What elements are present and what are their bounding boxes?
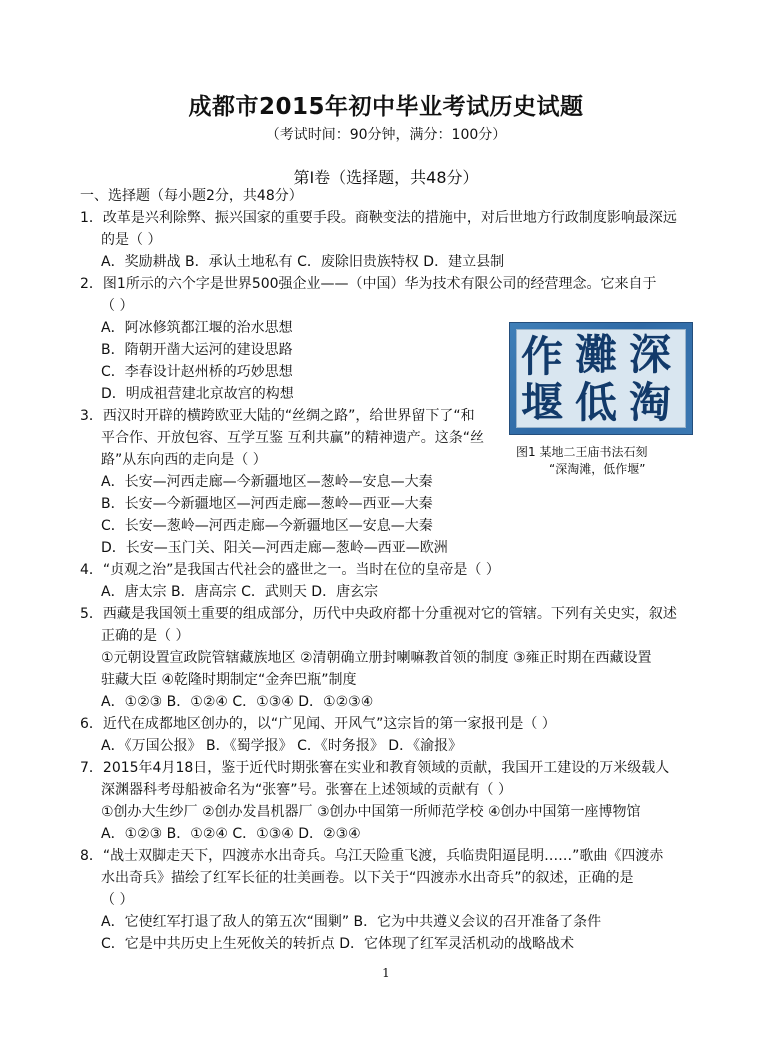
question-2-option-b: B．隋朝开凿大运河的建设思路 <box>101 342 293 358</box>
carving-glyph: 深 <box>629 330 672 379</box>
question-3-stem: 3．西汉时开辟的横跨欧亚大陆的“丝绸之路”，给世界留下了“和 <box>80 408 475 424</box>
figure-1-caption-quote: “深淘滩，低作堰” <box>549 462 646 476</box>
carving-glyph: 灘 <box>575 330 618 379</box>
question-4-stem: 4．“贞观之治”是我国古代社会的盛世之一。当时在位的皇帝是（ ） <box>80 562 500 578</box>
question-8-options-cd: C．它是中共历史上生死攸关的转折点 D．它体现了红军灵活机动的战略战术 <box>101 936 575 952</box>
question-7-stem-cont: 深渊器科考母船被命名为“张謇”号。张謇在上述领域的贡献有（ ） <box>101 782 512 798</box>
page-number: 1 <box>382 966 390 980</box>
question-8-stem: 8．“战士双脚走天下，四渡赤水出奇兵。乌江天险重飞渡，兵临贵阳逼昆明……”歌曲《四渡赤 <box>80 848 664 864</box>
carving-glyph: 堰 <box>521 378 564 427</box>
carving-glyph: 低 <box>575 378 618 427</box>
page-title: 成都市2015年初中毕业考试历史试题 <box>188 94 584 120</box>
exam-info: （考试时间：90分钟，满分：100分） <box>265 127 507 143</box>
question-5-stem: 5．西藏是我国领土重要的组成部分，历代中央政府都十分重视对它的管辖。下列有关史实，叙述 <box>80 606 677 622</box>
question-1-stem-cont: 的是（ ） <box>101 232 162 248</box>
question-3-option-c: C．长安—葱岭—河西走廊—今新疆地区—安息—大秦 <box>101 518 433 534</box>
part-heading: 一、选择题（每小题2分，共48分） <box>80 188 303 204</box>
carving-glyph: 作 <box>521 332 564 381</box>
figure-1-caption: 图1 某地二王庙书法石刻 <box>516 445 648 459</box>
question-3-stem-cont: 平合作、开放包容、互学互鉴 互利共赢”的精神遗产。这条“丝 <box>101 430 484 446</box>
section-heading: 第Ⅰ卷（选择题，共48分） <box>293 168 479 187</box>
question-5-statements: ①元朝设置宣政院管辖藏族地区 ②清朝确立册封喇嘛教首领的制度 ③雍正时期在西藏设置 <box>101 650 652 666</box>
question-8-stem-cont: 水出奇兵》描绘了红军长征的壮美画卷。以下关于“四渡赤水出奇兵”的叙述，正确的是 <box>101 870 634 886</box>
question-7-stem: 7．2015年4月18日，鉴于近代时期张謇在实业和教育领域的贡献，我国开工建设的万米级载人 <box>80 760 670 776</box>
question-1-options: A．奖励耕战 B．承认土地私有 C．废除旧贵族特权 D．建立县制 <box>101 254 505 270</box>
question-5-stem-cont: 正确的是（ ） <box>101 628 190 644</box>
carving-panel <box>516 329 686 428</box>
question-4-options: A．唐太宗 B．唐高宗 C．武则天 D．唐玄宗 <box>101 584 379 600</box>
question-3-option-b: B．长安—今新疆地区—河西走廊—葱岭—西亚—大秦 <box>101 496 433 512</box>
question-1-stem: 1．改革是兴利除弊、振兴国家的重要手段。商鞅变法的措施中，对后世地方行政制度影响最深远 <box>80 210 677 226</box>
question-5-statements-cont: 驻藏大臣 ④乾隆时期制定“金奔巴瓶”制度 <box>101 672 357 688</box>
question-8-stem-cont: （ ） <box>101 892 134 908</box>
question-5-options: A．①②③ B．①②④ C．①③④ D．①②③④ <box>101 694 374 710</box>
question-6-options: A．《万国公报》 B．《蜀学报》 C．《时务报》 D．《渝报》 <box>101 738 463 754</box>
question-3-option-d: D．长安—玉门关、阳关—河西走廊—葱岭—西亚—欧洲 <box>101 540 448 556</box>
carving-glyph: 淘 <box>629 378 672 427</box>
question-2-option-c: C．李春设计赵州桥的巧妙思想 <box>101 364 293 380</box>
question-2-option-a: A．阿冰修筑都江堰的治水思想 <box>101 320 293 336</box>
question-7-statements: ①创办大生纱厂 ②创办发昌机器厂 ③创办中国第一所师范学校 ④创办中国第一座博物馆 <box>101 804 641 820</box>
figure-1-stone-carving <box>509 322 693 435</box>
question-2-option-d: D．明成祖营建北京故宫的构想 <box>101 386 294 402</box>
question-3-option-a: A．长安—河西走廊—今新疆地区—葱岭—安息—大秦 <box>101 474 433 490</box>
question-7-options: A．①②③ B．①②④ C．①③④ D．②③④ <box>101 826 361 842</box>
question-8-options-ab: A．它使红军打退了敌人的第五次“围剿” B．它为中共遵义会议的召开准备了条件 <box>101 914 602 930</box>
question-6-stem: 6．近代在成都地区创办的，以“广见闻、开风气”这宗旨的第一家报刊是（ ） <box>80 716 556 732</box>
question-2-stem-cont: （ ） <box>101 298 134 314</box>
question-2-stem: 2．图1所示的六个字是世界500强企业——（中国）华为技术有限公司的经营理念。它来自于 <box>80 276 657 292</box>
question-3-stem-cont: 路”从东向西的走向是（ ） <box>101 452 267 468</box>
